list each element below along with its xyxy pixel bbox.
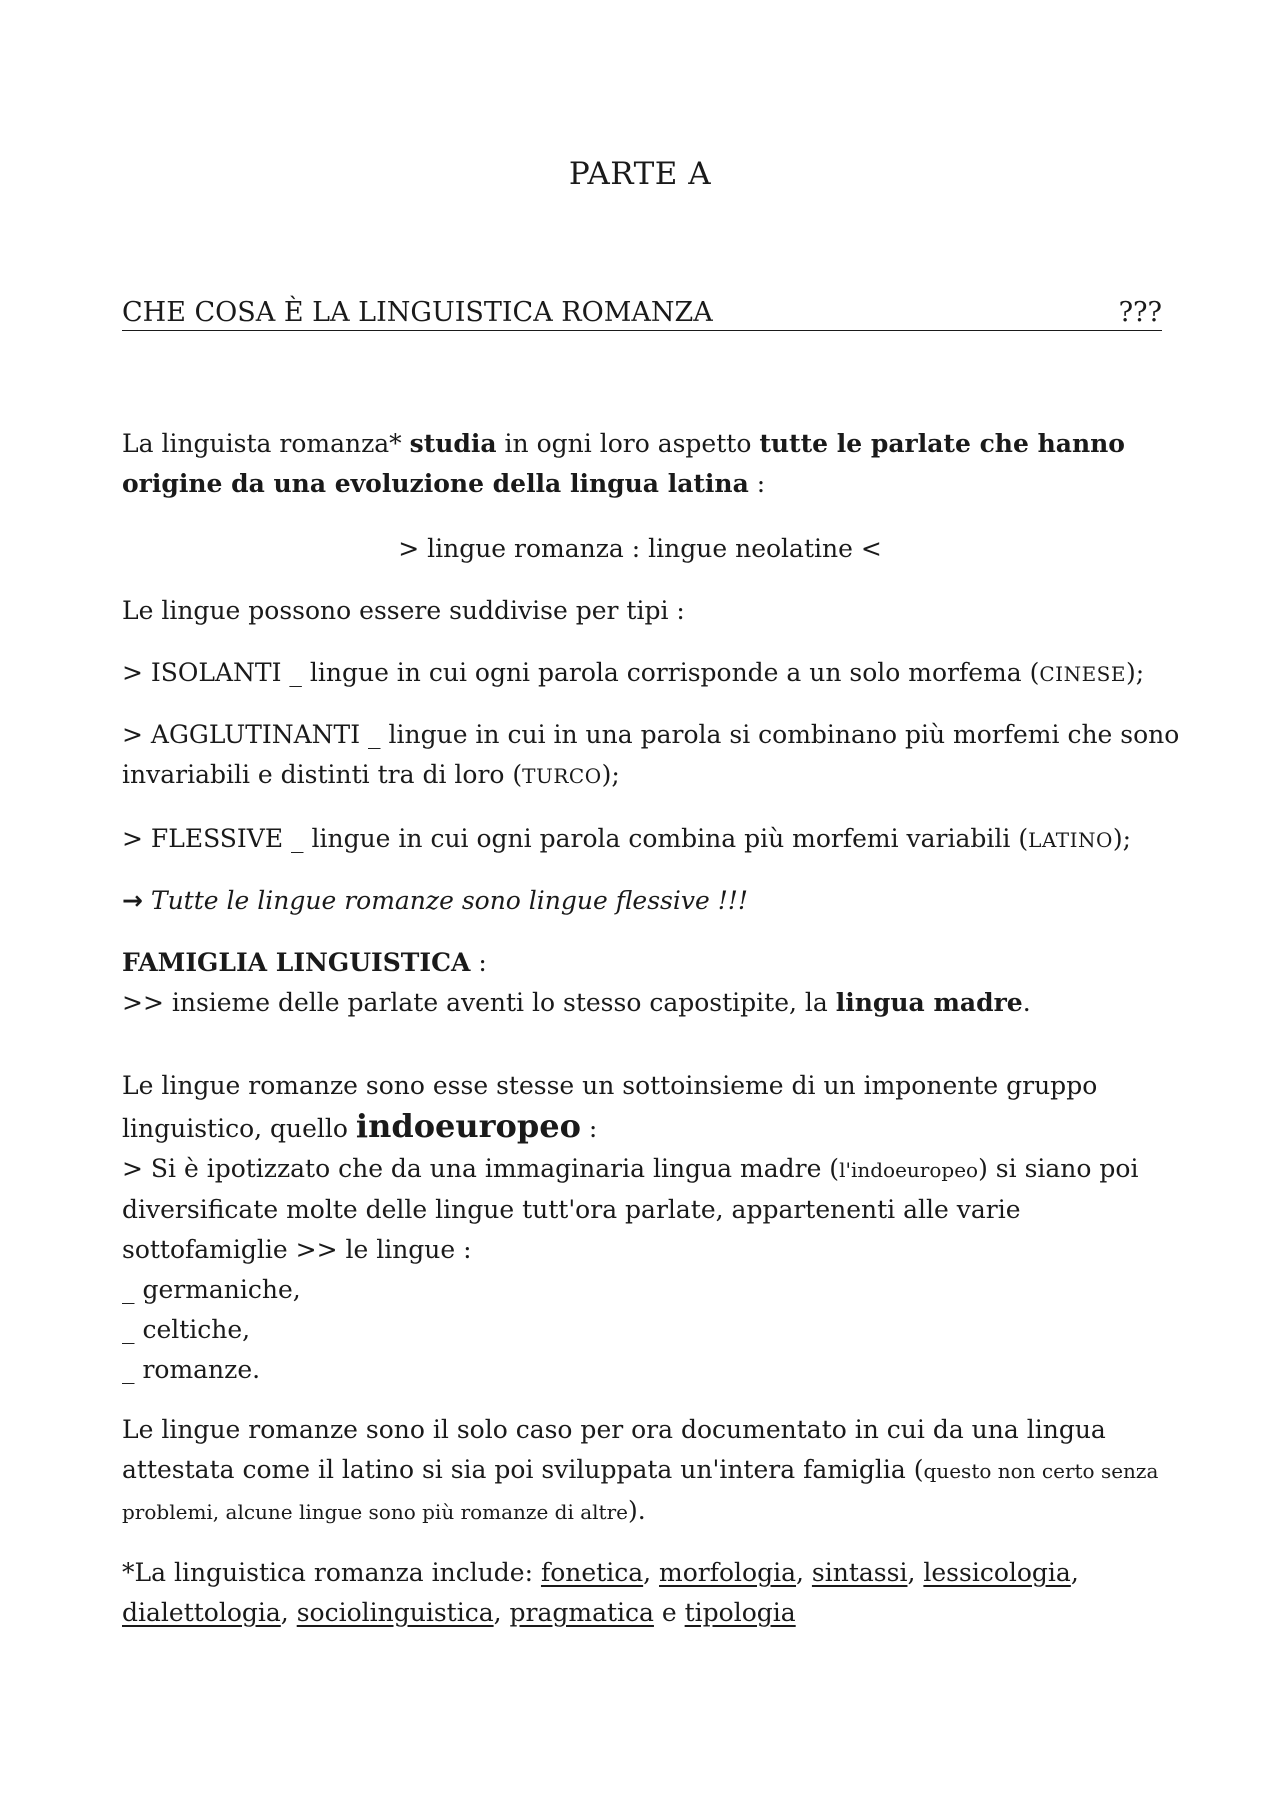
footnote	[122, 1553, 1182, 1633]
footnote-term: sociolinguistica	[296, 1598, 494, 1627]
type-text: > FLESSIVE _ lingue in cui ogni parola combina più morfemi variabili (	[122, 824, 1029, 853]
section-heading-text: CHE COSA È LA LINGUISTICA ROMANZA	[122, 297, 713, 328]
type-agglutinanti	[122, 715, 1182, 796]
case-text-1: Le lingue romanze sono il solo caso per ora documentato in cui da una lingua attestata come il latino si sia poi sviluppata un'intera famiglia (	[122, 1415, 1106, 1484]
footnote-intro: *La linguistica romanza include:	[122, 1558, 541, 1587]
section-heading	[122, 296, 1162, 331]
intro-text-2: in ogni loro aspetto	[496, 429, 760, 458]
page-title: PARTE A	[568, 156, 712, 192]
indo-highlight: indoeuropeo	[355, 1107, 581, 1145]
indo-text-3: > Si è ipotizzato che da una immaginaria lingua madre (	[122, 1154, 840, 1183]
list-item: _ celtiche,	[122, 1315, 251, 1344]
footnote-term: lessicologia	[923, 1558, 1071, 1587]
family-definition	[122, 943, 1182, 1023]
family-colon: :	[470, 948, 487, 977]
footnote-term: dialettologia	[122, 1598, 281, 1627]
type-text: > ISOLANTI _ lingue in cui ogni parola corrisponde a un solo morfema (	[122, 658, 1040, 687]
intro-text-3: :	[748, 469, 766, 498]
footnote-sep: ,	[643, 1558, 660, 1587]
family-text-1: >> insieme delle parlate aventi lo stesso capostipite, la	[122, 988, 836, 1017]
list-item: _ romanze.	[122, 1355, 261, 1384]
footnote-term: fonetica	[540, 1558, 644, 1587]
definition-line: > lingue romanza : lingue neolatine <	[398, 534, 882, 563]
intro-paragraph	[122, 424, 1182, 504]
type-example: CINESE	[1039, 662, 1126, 686]
family-text-2: .	[1022, 988, 1031, 1017]
type-text: > AGGLUTINANTI _ lingue in cui in una parola si combinano più morfemi che sono invariabili e distinti tra di loro (	[122, 720, 1180, 789]
case-small: questo non certo senza problemi, alcune lingue sono più romanze di altre	[122, 1459, 1159, 1524]
type-end: );	[601, 760, 620, 789]
indoeuropean-paragraph	[122, 1066, 1182, 1390]
family-label: FAMIGLIA LINGUISTICA	[122, 948, 471, 977]
conclusion-text: Tutte le lingue romanze sono lingue flessive !!!	[150, 886, 748, 915]
footnote-term: morfologia	[659, 1558, 797, 1587]
type-example: LATINO	[1028, 828, 1113, 852]
footnote-sep: ,	[907, 1558, 924, 1587]
type-end: );	[1125, 658, 1145, 687]
intro-bold-1: studia	[409, 429, 497, 458]
footnote-term: tipologia	[684, 1598, 796, 1627]
footnote-sep: ,	[796, 1558, 812, 1587]
indo-text-4: ) si siano poi diversificate molte delle lingue tutt'ora parlate, appartenenti alle varie sottofamiglie >> le lingue :	[122, 1154, 1139, 1264]
romance-case-paragraph	[122, 1410, 1182, 1532]
section-heading-marks: ???	[1118, 297, 1162, 328]
indo-text-1: Le lingue romanze sono esse stesse un sottoinsieme di un imponente gruppo linguistico, quello	[122, 1071, 1098, 1143]
arrow-right-icon: →	[122, 886, 143, 915]
footnote-term: sintassi	[811, 1558, 908, 1587]
case-text-2: ).	[627, 1496, 646, 1525]
types-intro: Le lingue possono essere suddivise per tipi :	[122, 596, 685, 625]
footnote-sep: ,	[1070, 1558, 1079, 1587]
footnote-term: pragmatica	[509, 1598, 654, 1627]
conclusion-line	[122, 881, 1182, 921]
indo-text-2: :	[580, 1114, 598, 1143]
footnote-sep: ,	[493, 1598, 510, 1627]
type-flessive	[122, 819, 1182, 860]
intro-text-1: La linguista romanza*	[122, 429, 410, 458]
intro-bold-2: tutte le parlate che hanno origine da una evoluzione della lingua latina	[122, 429, 1125, 498]
type-example: TURCO	[522, 764, 602, 788]
family-bold: lingua madre	[835, 988, 1023, 1017]
footnote-sep: ,	[280, 1598, 297, 1627]
indo-small: l'indoeuropeo	[839, 1158, 979, 1182]
type-isolanti	[122, 653, 1182, 694]
list-item: _ germaniche,	[122, 1275, 301, 1304]
type-end: );	[1112, 824, 1132, 853]
footnote-and: e	[653, 1598, 685, 1627]
